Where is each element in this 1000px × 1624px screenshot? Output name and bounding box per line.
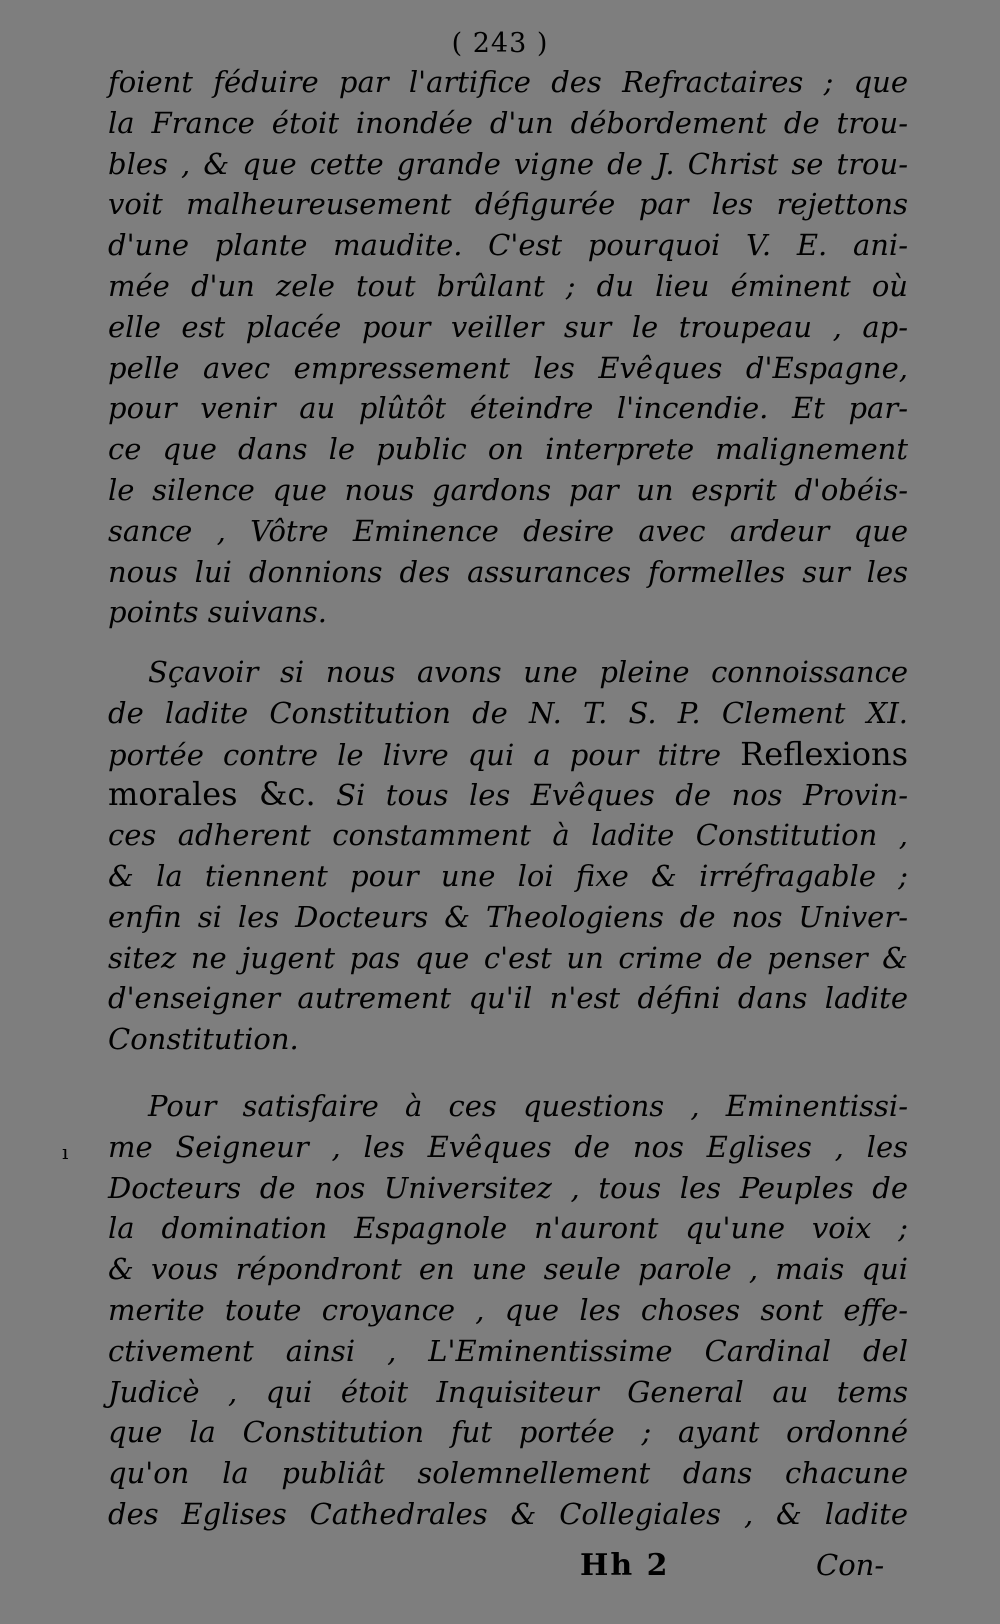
text-line: d'enseigner autrement qu'il n'est défini dans ladite [108,981,908,1016]
text-line: sitez ne jugent pas que c'est un crime de penser & [108,940,908,975]
text-line: Pour satisfaire à ces questions , Eminentissi- [148,1089,908,1123]
text-line: bles , & que cette grande vigne de J. Christ se trou- [108,146,908,181]
text-line: Constitution. [108,1022,299,1057]
text-line: pour venir au plûtôt éteindre l'incendie. Et par- [108,391,908,426]
text-line: me Seigneur , les Evêques de nos Eglises , les [108,1129,908,1164]
text-line: pelle avec empressement les Evêques d'Espagne, [108,350,908,385]
text-line: Docteurs de nos Universitez , tous les Peuples de [108,1170,908,1205]
text-line: Sçavoir si nous avons une pleine connoissance [148,655,908,689]
paragraph-3 [108,1086,908,1535]
text-line-mixed [108,774,908,815]
text-line: des Eglises Cathedrales & Collegiales , & ladite [108,1496,908,1531]
book-title-run: Reflexions [740,734,909,773]
text-line: que la Constitution fut portée ; ayant ordonné [108,1415,908,1450]
text-line: enfin si les Docteurs & Theologiens de nos Univer- [108,899,908,934]
text-line: foient féduire par l'artifice des Refractaires ; que [108,65,908,99]
text-line: ces adherent constamment à ladite Constitution , [108,818,908,853]
text-line: sance , Vôtre Eminence desire avec ardeur que [108,513,908,548]
text-line: voit malheureusement défigurée par les rejettons [108,187,908,222]
text-line: & vous répondront en une seule parole , mais qui [108,1252,908,1287]
page-number: ( 243 ) [451,28,549,59]
text-line: & la tiennent pour une loi fixe & irréfragable ; [108,858,908,893]
paragraph-2 [108,652,908,1060]
catchword: Con- [816,1548,885,1582]
paragraph-1 [108,62,908,633]
text-line: points suivans. [108,595,328,630]
text-line: le silence que nous gardons par un esprit d'obéis- [108,472,908,507]
text-line: la domination Espagnole n'auront qu'une voix ; [108,1211,908,1246]
margin-mark: ı [62,1140,69,1164]
text-run: Si tous les Evêques de nos Provin- [336,778,909,813]
text-line: ce que dans le public on interprete malignement [108,432,908,467]
text-line: ctivement ainsi , L'Eminentissime Cardinal del [108,1333,908,1368]
text-line: qu'on la publiât solemnellement dans chacune [108,1456,908,1491]
text-line: nous lui donnions des assurances formelles sur les [108,554,908,589]
text-line: elle est placée pour veiller sur le troupeau , ap- [108,309,908,344]
book-title-run: morales &c. [108,775,316,814]
text-line: mée d'un zele tout brûlant ; du lieu éminent où [108,268,908,303]
text-run: portée contre le livre qui a pour titre [108,737,722,772]
text-line: la France étoit inondée d'un débordement de trou- [108,105,908,140]
signature-mark: Hh 2 [580,1548,670,1583]
text-line-mixed [108,734,908,775]
text-line: merite toute croyance , que les choses sont effe- [108,1292,908,1327]
text-line: d'une plante maudite. C'est pourquoi V. E. ani- [108,228,908,263]
text-line: Judicè , qui étoit Inquisiteur General au tems [108,1374,908,1409]
text-line: de ladite Constitution de N. T. S. P. Clement XI. [108,695,908,730]
